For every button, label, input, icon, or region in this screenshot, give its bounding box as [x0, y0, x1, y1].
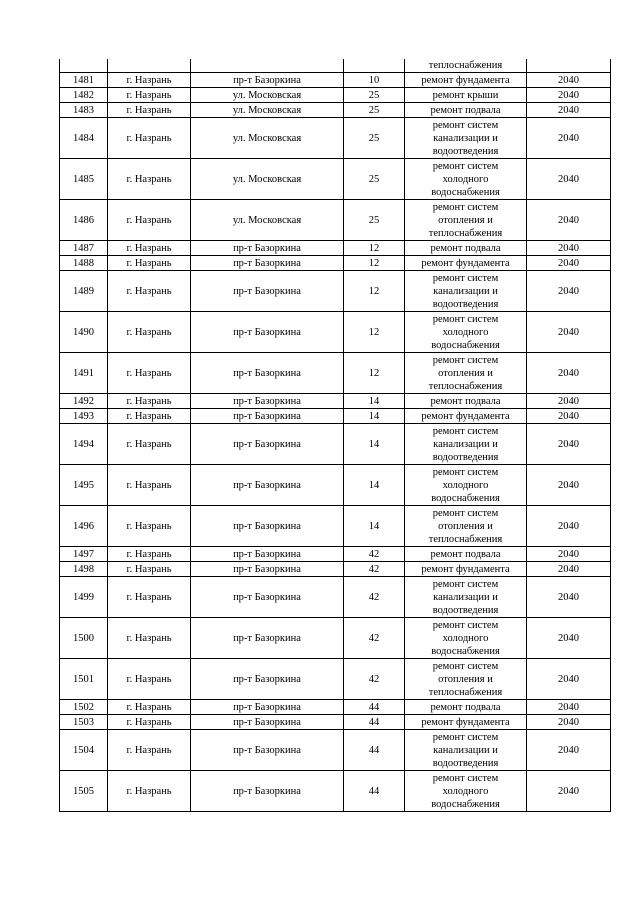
cell-house: 25	[344, 118, 405, 159]
cell-city: г. Назрань	[108, 73, 191, 88]
table-row	[60, 506, 611, 547]
work-line: холодного	[442, 479, 489, 491]
table-row	[60, 353, 611, 394]
cell-work-type	[405, 159, 527, 200]
cell-city: г. Назрань	[108, 103, 191, 118]
cell-work-type	[405, 771, 527, 812]
work-line: холодного	[442, 785, 489, 797]
cell-year: 2040	[527, 256, 611, 271]
cell-work-type	[405, 409, 527, 424]
cell-number: 1482	[60, 88, 108, 103]
cell-street: пр-т Базоркина	[191, 730, 344, 771]
table-row	[60, 103, 611, 118]
cell-street: пр-т Базоркина	[191, 465, 344, 506]
cell-number	[60, 59, 108, 73]
cell-house: 42	[344, 577, 405, 618]
cell-number: 1481	[60, 73, 108, 88]
cell-year: 2040	[527, 424, 611, 465]
work-line: водоснабжения	[431, 339, 500, 351]
cell-street: пр-т Базоркина	[191, 353, 344, 394]
work-line: ремонт систем	[432, 772, 499, 784]
cell-work-type	[405, 506, 527, 547]
work-line: ремонт систем	[432, 313, 499, 325]
cell-city: г. Назрань	[108, 271, 191, 312]
cell-city: г. Назрань	[108, 562, 191, 577]
cell-year: 2040	[527, 715, 611, 730]
work-line: ремонт фундамента	[421, 716, 510, 728]
cell-street: ул. Московская	[191, 200, 344, 241]
work-line: водоотведения	[432, 604, 499, 616]
cell-city: г. Назрань	[108, 241, 191, 256]
work-line: ремонт подвала	[430, 242, 501, 254]
cell-number: 1497	[60, 547, 108, 562]
work-line: ремонт систем	[432, 201, 499, 213]
cell-street: пр-т Базоркина	[191, 256, 344, 271]
work-line: канализации и	[433, 438, 498, 450]
table-row	[60, 394, 611, 409]
cell-city: г. Назрань	[108, 256, 191, 271]
cell-house: 44	[344, 730, 405, 771]
cell-work-type	[405, 700, 527, 715]
cell-house: 10	[344, 73, 405, 88]
cell-house: 25	[344, 103, 405, 118]
work-line: ремонт систем	[432, 507, 499, 519]
cell-number: 1494	[60, 424, 108, 465]
cell-work-type	[405, 715, 527, 730]
cell-city: г. Назрань	[108, 409, 191, 424]
cell-city: г. Назрань	[108, 577, 191, 618]
cell-street: пр-т Базоркина	[191, 73, 344, 88]
cell-year: 2040	[527, 659, 611, 700]
cell-city: г. Назрань	[108, 506, 191, 547]
cell-house: 12	[344, 312, 405, 353]
work-line: ремонт систем	[432, 160, 499, 172]
table-row	[60, 424, 611, 465]
table-row	[60, 241, 611, 256]
cell-year: 2040	[527, 159, 611, 200]
cell-work-type	[405, 424, 527, 465]
work-line: теплоснабжения	[428, 227, 503, 239]
cell-house: 14	[344, 394, 405, 409]
cell-city: г. Назрань	[108, 771, 191, 812]
cell-street: пр-т Базоркина	[191, 618, 344, 659]
cell-city: г. Назрань	[108, 465, 191, 506]
cell-year: 2040	[527, 700, 611, 715]
work-line: канализации и	[433, 132, 498, 144]
work-line: ремонт фундамента	[421, 410, 510, 422]
cell-street: пр-т Базоркина	[191, 409, 344, 424]
cell-city: г. Назрань	[108, 730, 191, 771]
cell-number: 1483	[60, 103, 108, 118]
cell-house: 44	[344, 700, 405, 715]
table-row	[60, 465, 611, 506]
work-line: ремонт систем	[432, 354, 499, 366]
cell-city: г. Назрань	[108, 200, 191, 241]
work-line: водоотведения	[432, 145, 499, 157]
cell-number: 1505	[60, 771, 108, 812]
table-row	[60, 271, 611, 312]
cell-number: 1499	[60, 577, 108, 618]
cell-year: 2040	[527, 577, 611, 618]
cell-year: 2040	[527, 562, 611, 577]
cell-work-type	[405, 312, 527, 353]
cell-house: 25	[344, 159, 405, 200]
work-line: ремонт систем	[432, 425, 499, 437]
cell-year: 2040	[527, 730, 611, 771]
cell-city: г. Назрань	[108, 159, 191, 200]
cell-street: пр-т Базоркина	[191, 506, 344, 547]
cell-year: 2040	[527, 618, 611, 659]
cell-city: г. Назрань	[108, 88, 191, 103]
cell-street: пр-т Базоркина	[191, 715, 344, 730]
work-line: холодного	[442, 173, 489, 185]
table-row	[60, 577, 611, 618]
cell-work-type	[405, 659, 527, 700]
work-line: водоотведения	[432, 451, 499, 463]
work-line: ремонт фундамента	[421, 74, 510, 86]
cell-work-type	[405, 465, 527, 506]
cell-number: 1492	[60, 394, 108, 409]
cell-number: 1485	[60, 159, 108, 200]
table-row	[60, 547, 611, 562]
table-row	[60, 118, 611, 159]
cell-street: ул. Московская	[191, 159, 344, 200]
cell-year: 2040	[527, 200, 611, 241]
cell-number: 1493	[60, 409, 108, 424]
work-line: водоотведения	[432, 757, 499, 769]
work-line: ремонт систем	[432, 272, 499, 284]
cell-year: 2040	[527, 465, 611, 506]
table-body	[60, 59, 611, 812]
cell-year: 2040	[527, 271, 611, 312]
table-row	[60, 88, 611, 103]
work-line: ремонт систем	[432, 619, 499, 631]
cell-house: 12	[344, 256, 405, 271]
cell-street: пр-т Базоркина	[191, 271, 344, 312]
cell-house: 25	[344, 88, 405, 103]
cell-year: 2040	[527, 771, 611, 812]
cell-work-type	[405, 618, 527, 659]
cell-work-type	[405, 73, 527, 88]
cell-city: г. Назрань	[108, 547, 191, 562]
cell-street: пр-т Базоркина	[191, 659, 344, 700]
cell-work-type	[405, 562, 527, 577]
cell-city: г. Назрань	[108, 715, 191, 730]
cell-work-type	[405, 394, 527, 409]
work-line: ремонт подвала	[430, 548, 501, 560]
cell-number: 1489	[60, 271, 108, 312]
cell-house: 42	[344, 562, 405, 577]
table-row	[60, 730, 611, 771]
cell-city	[108, 59, 191, 73]
work-line: ремонт фундамента	[421, 563, 510, 575]
work-line: ремонт систем	[432, 660, 499, 672]
cell-work-type	[405, 59, 527, 73]
cell-year: 2040	[527, 394, 611, 409]
cell-number: 1484	[60, 118, 108, 159]
work-line: ремонт систем	[432, 731, 499, 743]
cell-street: пр-т Базоркина	[191, 771, 344, 812]
cell-number: 1488	[60, 256, 108, 271]
work-line: водоотведения	[432, 298, 499, 310]
cell-city: г. Назрань	[108, 394, 191, 409]
cell-house: 42	[344, 547, 405, 562]
cell-number: 1491	[60, 353, 108, 394]
cell-house: 44	[344, 715, 405, 730]
cell-house	[344, 59, 405, 73]
cell-street: пр-т Базоркина	[191, 577, 344, 618]
table-row	[60, 659, 611, 700]
cell-number: 1490	[60, 312, 108, 353]
cell-work-type	[405, 577, 527, 618]
cell-city: г. Назрань	[108, 659, 191, 700]
table-row	[60, 409, 611, 424]
table-row	[60, 562, 611, 577]
cell-street: пр-т Базоркина	[191, 394, 344, 409]
cell-number: 1486	[60, 200, 108, 241]
cell-year: 2040	[527, 353, 611, 394]
cell-house: 14	[344, 506, 405, 547]
cell-year	[527, 59, 611, 73]
cell-year: 2040	[527, 312, 611, 353]
cell-year: 2040	[527, 241, 611, 256]
cell-house: 12	[344, 271, 405, 312]
table-row	[60, 700, 611, 715]
cell-number: 1504	[60, 730, 108, 771]
cell-street: пр-т Базоркина	[191, 312, 344, 353]
cell-work-type	[405, 256, 527, 271]
table-row	[60, 200, 611, 241]
cell-work-type	[405, 88, 527, 103]
cell-work-type	[405, 730, 527, 771]
work-line: холодного	[442, 632, 489, 644]
repair-schedule-table	[59, 59, 611, 812]
work-line: водоснабжения	[431, 492, 500, 504]
work-line: отопления и	[438, 214, 493, 226]
work-line: водоснабжения	[431, 798, 500, 810]
table-row	[60, 159, 611, 200]
table-row-continuation	[60, 59, 611, 73]
work-line: водоснабжения	[431, 186, 500, 198]
table-row	[60, 256, 611, 271]
cell-house: 12	[344, 353, 405, 394]
cell-street: ул. Московская	[191, 118, 344, 159]
work-line: водоснабжения	[431, 645, 500, 657]
work-line: ремонт систем	[432, 119, 499, 131]
cell-house: 42	[344, 659, 405, 700]
cell-street: пр-т Базоркина	[191, 562, 344, 577]
work-line: ремонт систем	[432, 578, 499, 590]
cell-city: г. Назрань	[108, 118, 191, 159]
table-row	[60, 312, 611, 353]
cell-work-type	[405, 271, 527, 312]
cell-city: г. Назрань	[108, 353, 191, 394]
cell-house: 44	[344, 771, 405, 812]
cell-year: 2040	[527, 409, 611, 424]
cell-year: 2040	[527, 547, 611, 562]
cell-city: г. Назрань	[108, 700, 191, 715]
cell-number: 1503	[60, 715, 108, 730]
cell-number: 1502	[60, 700, 108, 715]
work-line: теплоснабжения	[428, 533, 503, 545]
cell-house: 14	[344, 424, 405, 465]
cell-city: г. Назрань	[108, 312, 191, 353]
cell-number: 1495	[60, 465, 108, 506]
cell-work-type	[405, 200, 527, 241]
table-row	[60, 715, 611, 730]
cell-city: г. Назрань	[108, 424, 191, 465]
cell-year: 2040	[527, 118, 611, 159]
work-line: отопления и	[438, 520, 493, 532]
cell-house: 14	[344, 409, 405, 424]
work-line: канализации и	[433, 285, 498, 297]
cell-street	[191, 59, 344, 73]
work-line: канализации и	[433, 591, 498, 603]
cell-number: 1487	[60, 241, 108, 256]
cell-house: 25	[344, 200, 405, 241]
cell-year: 2040	[527, 88, 611, 103]
cell-year: 2040	[527, 506, 611, 547]
work-line: отопления и	[438, 367, 493, 379]
cell-work-type	[405, 353, 527, 394]
cell-number: 1498	[60, 562, 108, 577]
cell-street: пр-т Базоркина	[191, 241, 344, 256]
cell-street: пр-т Базоркина	[191, 700, 344, 715]
work-line: ремонт подвала	[430, 395, 501, 407]
work-line: теплоснабжения	[428, 380, 503, 392]
cell-work-type	[405, 547, 527, 562]
work-line: холодного	[442, 326, 489, 338]
cell-street: пр-т Базоркина	[191, 547, 344, 562]
table-row	[60, 73, 611, 88]
cell-work-type	[405, 118, 527, 159]
cell-year: 2040	[527, 103, 611, 118]
table-row	[60, 618, 611, 659]
work-line: ремонт подвала	[430, 104, 501, 116]
work-line: ремонт фундамента	[421, 257, 510, 269]
cell-work-type	[405, 103, 527, 118]
work-line: отопления и	[438, 673, 493, 685]
cell-number: 1501	[60, 659, 108, 700]
work-line: ремонт крыши	[432, 89, 499, 101]
cell-year: 2040	[527, 73, 611, 88]
cell-number: 1496	[60, 506, 108, 547]
work-line: теплоснабжения	[428, 686, 503, 698]
work-line: ремонт подвала	[430, 701, 501, 713]
cell-work-type	[405, 241, 527, 256]
table-row	[60, 771, 611, 812]
cell-number: 1500	[60, 618, 108, 659]
cell-house: 14	[344, 465, 405, 506]
work-line: ремонт систем	[432, 466, 499, 478]
work-line: канализации и	[433, 744, 498, 756]
cell-street: ул. Московская	[191, 103, 344, 118]
cell-street: пр-т Базоркина	[191, 424, 344, 465]
cell-street: ул. Московская	[191, 88, 344, 103]
work-line: теплоснабжения	[428, 60, 503, 71]
cell-house: 42	[344, 618, 405, 659]
cell-house: 12	[344, 241, 405, 256]
cell-city: г. Назрань	[108, 618, 191, 659]
